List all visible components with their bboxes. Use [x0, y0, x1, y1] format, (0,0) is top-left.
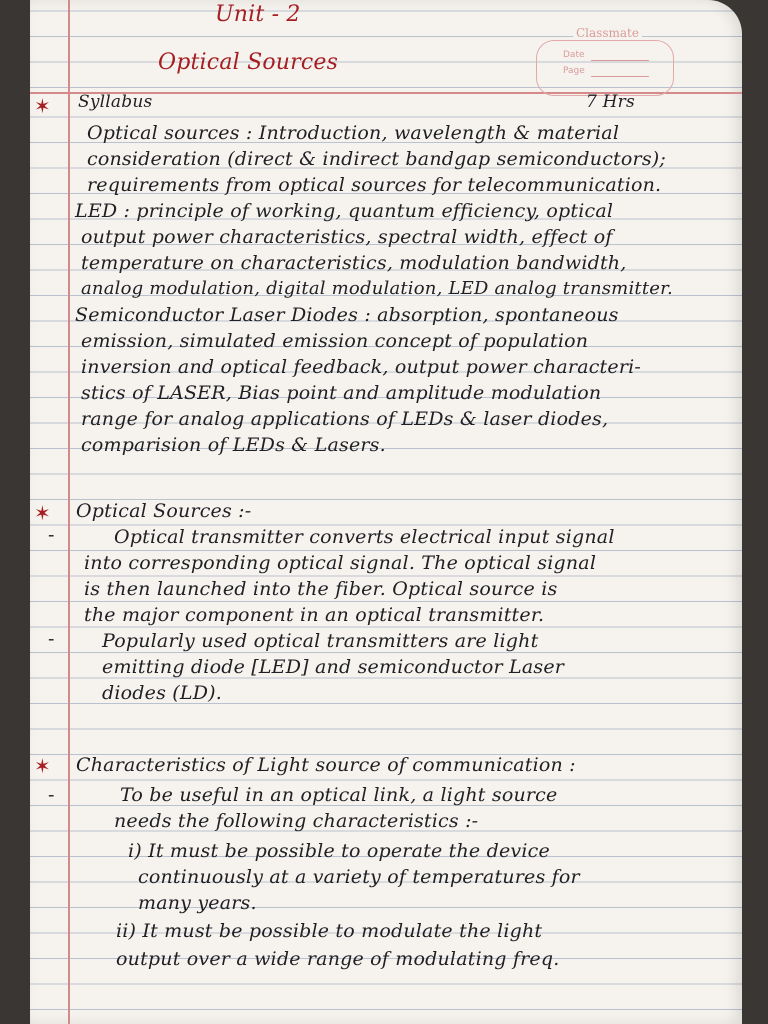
paragraph-line: output over a wide range of modulating freq.	[116, 948, 560, 970]
date-line	[591, 60, 649, 61]
paragraph-line: many years.	[138, 892, 257, 914]
paragraph-line: the major component in an optical transmitter.	[84, 604, 545, 626]
syllabus-line: consideration (direct & indirect bandgap semiconductors);	[87, 148, 666, 170]
paragraph-line: emitting diode [LED] and semiconductor Laser	[102, 656, 565, 678]
section-heading-sources: Optical Sources :-	[76, 500, 252, 522]
date-label: Date	[563, 50, 585, 60]
syllabus-line: temperature on characteristics, modulation bandwidth,	[81, 252, 627, 274]
notebook-page	[30, 0, 742, 1024]
paragraph-line: continuously at a variety of temperatures for	[138, 866, 580, 888]
paragraph-line: ii) It must be possible to modulate the light	[116, 920, 543, 942]
star-bullet-icon: ✶	[34, 501, 51, 525]
margin-line	[68, 0, 70, 1024]
brand-name: Classmate	[573, 26, 642, 40]
brand-stamp	[536, 26, 674, 96]
syllabus-line: stics of LASER, Bias point and amplitude modulation	[81, 382, 602, 404]
paragraph-line: diodes (LD).	[102, 682, 222, 704]
syllabus-line: output power characteristics, spectral width, effect of	[81, 226, 613, 248]
dash-bullet: -	[48, 628, 55, 650]
syllabus-hours: 7 Hrs	[586, 92, 635, 112]
star-bullet-icon: ✶	[34, 94, 51, 118]
paragraph-line: Optical transmitter converts electrical input signal	[114, 526, 615, 548]
syllabus-line: emission, simulated emission concept of population	[81, 330, 589, 352]
syllabus-line: inversion and optical feedback, output power characteri-	[81, 356, 642, 378]
paragraph-line: is then launched into the fiber. Optical source is	[84, 578, 558, 600]
syllabus-line: comparision of LEDs & Lasers.	[81, 434, 386, 456]
syllabus-line: Semiconductor Laser Diodes : absorption, spontaneous	[75, 304, 619, 326]
unit-heading: Unit - 2	[215, 2, 301, 27]
syllabus-line: LED : principle of working, quantum efficiency, optical	[75, 200, 614, 222]
section-heading-characteristics: Characteristics of Light source of communication :	[76, 754, 576, 776]
page-line	[591, 76, 649, 77]
paragraph-line: into corresponding optical signal. The optical signal	[84, 552, 597, 574]
dash-bullet: -	[48, 784, 55, 806]
paragraph-line: i) It must be possible to operate the device	[128, 840, 550, 862]
paragraph-line: needs the following characteristics :-	[114, 810, 479, 832]
page-title: Optical Sources	[158, 50, 339, 75]
syllabus-line: range for analog applications of LEDs & laser diodes,	[81, 408, 609, 430]
syllabus-label: Syllabus	[78, 92, 153, 112]
dash-bullet: -	[48, 524, 55, 546]
syllabus-line: requirements from optical sources for telecommunication.	[87, 174, 662, 196]
paragraph-line: Popularly used optical transmitters are light	[102, 630, 539, 652]
syllabus-line: Optical sources : Introduction, wavelength & material	[87, 122, 620, 144]
star-bullet-icon: ✶	[34, 754, 51, 778]
syllabus-line: analog modulation, digital modulation, LED analog transmitter.	[81, 278, 673, 299]
paragraph-line: To be useful in an optical link, a light source	[120, 784, 558, 806]
page-label: Page	[563, 66, 585, 76]
